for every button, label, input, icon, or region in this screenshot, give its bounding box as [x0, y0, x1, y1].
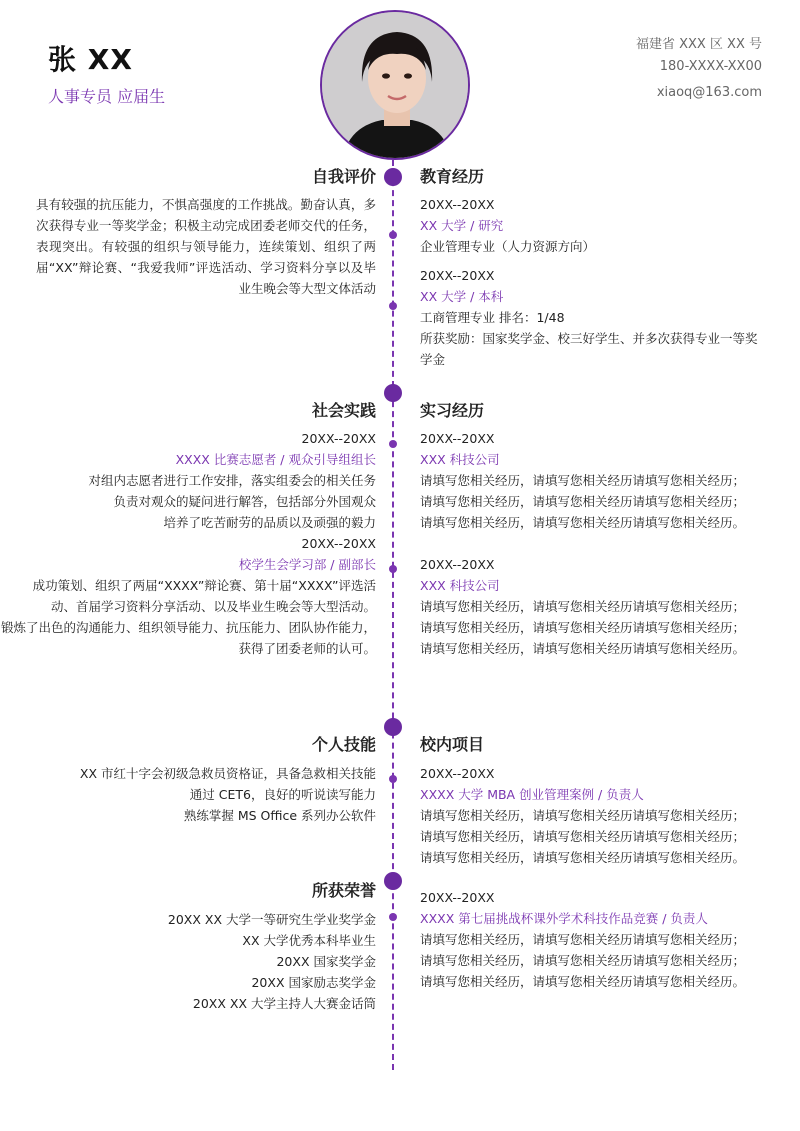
- project-line: 请填写您相关经历，请填写您相关经历请填写您相关经历；: [420, 808, 746, 823]
- intern-date: 20XX--20XX: [420, 557, 495, 572]
- profile-photo: [320, 10, 470, 160]
- skill-line: XX 市红十字会初级急救员资格证，具备急救相关技能: [79, 766, 376, 781]
- candidate-name: 张 XX: [48, 43, 133, 76]
- honor-line: XX 大学优秀本科毕业生: [242, 933, 376, 948]
- timeline-small-dot: [389, 231, 397, 239]
- timeline-small-dot: [389, 302, 397, 310]
- timeline-dot: [384, 384, 402, 402]
- intern-line: 请填写您相关经历，请填写您相关经历请填写您相关经历。: [420, 515, 746, 530]
- edu-school: XX 大学 / 研究: [420, 218, 504, 233]
- project-date: 20XX--20XX: [420, 890, 495, 905]
- social-org: 校学生会学习部 / 副部长: [238, 557, 376, 572]
- skill-line: 熟练掌握 MS Office 系列办公软件: [183, 808, 376, 823]
- timeline-small-dot: [389, 440, 397, 448]
- intern-line: 请填写您相关经历，请填写您相关经历请填写您相关经历；: [420, 473, 746, 488]
- section-title-honors: 所获荣誉: [311, 881, 376, 900]
- project-line: 请填写您相关经历，请填写您相关经历请填写您相关经历。: [420, 850, 746, 865]
- edu-date: 20XX--20XX: [420, 268, 495, 283]
- social-line: 获得了团委老师的认可。: [238, 641, 376, 656]
- self-eval-text: 具有较强的抗压能力，不惧高强度的工作挑战。勤奋认真，多次获得专业一等奖学金；积极主动完成团委老师交代的任务，表现突出。有较强的组织与领导能力，连续策划、组织了两届“XX”辩论赛、“我爱我师”评选活动、学习资料分享以及毕业生晚会等大型文体活动: [36, 197, 376, 296]
- intern-line: 请填写您相关经历，请填写您相关经历请填写您相关经历；: [420, 620, 746, 635]
- phone: 180-XXXX-XX00: [659, 59, 762, 74]
- project-line: 请填写您相关经历，请填写您相关经历请填写您相关经历；: [420, 953, 746, 968]
- skill-line: 通过 CET6，良好的听说读写能力: [189, 787, 376, 802]
- intern-line: 请填写您相关经历，请填写您相关经历请填写您相关经历。: [420, 641, 746, 656]
- social-date: 20XX--20XX: [301, 536, 376, 551]
- honor-line: 20XX 国家励志奖学金: [251, 975, 376, 990]
- honor-line: 20XX XX 大学主持人大赛金话筒: [192, 996, 376, 1011]
- project-line: 请填写您相关经历，请填写您相关经历请填写您相关经历。: [420, 974, 746, 989]
- social-line: 对组内志愿者进行工作安排，落实组委会的相关任务: [88, 473, 376, 488]
- edu-school: XX 大学 / 本科: [420, 289, 504, 304]
- section-title-skills: 个人技能: [311, 735, 376, 754]
- timeline-small-dot: [389, 775, 397, 783]
- project-date: 20XX--20XX: [420, 766, 495, 781]
- timeline-dot: [384, 168, 402, 186]
- timeline-small-dot: [389, 565, 397, 573]
- section-title-internship: 实习经历: [420, 401, 485, 420]
- social-line: 培养了吃苦耐劳的品质以及顽强的毅力: [163, 515, 376, 530]
- honor-line: 20XX 国家奖学金: [276, 954, 376, 969]
- honor-line: 20XX XX 大学一等研究生学业奖学金: [167, 912, 376, 927]
- social-org: XXXX 比赛志愿者 / 观众引导组组长: [175, 452, 376, 467]
- social-line: 成功策划、组织了两届“XXXX”辩论赛、第十届“XXXX”评选活: [32, 578, 376, 593]
- timeline-dot: [384, 718, 402, 736]
- intern-line: 请填写您相关经历，请填写您相关经历请填写您相关经历；: [420, 494, 746, 509]
- social-line: 动、首届学习资料分享活动、以及毕业生晚会等大型活动。: [50, 599, 376, 614]
- email: xiaoq@163.com: [656, 85, 762, 100]
- job-title: 人事专员 应届生: [48, 87, 166, 106]
- edu-awards: 所获奖励：国家奖学金、校三好学生、并多次获得专业一等奖学金: [420, 331, 758, 367]
- edu-major: 工商管理专业 排名：1/48: [420, 310, 565, 325]
- timeline-line: [392, 160, 394, 1070]
- edu-major: 企业管理专业（人力资源方向）: [420, 239, 596, 254]
- project-line: 请填写您相关经历，请填写您相关经历请填写您相关经历；: [420, 829, 746, 844]
- section-title-self-eval: 自我评价: [311, 167, 376, 186]
- address: 福建省 XXX 区 XX 号: [635, 37, 762, 52]
- section-title-social: 社会实践: [311, 401, 376, 420]
- timeline-dot: [384, 872, 402, 890]
- timeline-small-dot: [389, 913, 397, 921]
- section-title-education: 教育经历: [420, 167, 485, 186]
- intern-date: 20XX--20XX: [420, 431, 495, 446]
- project-line: 请填写您相关经历，请填写您相关经历请填写您相关经历；: [420, 932, 746, 947]
- social-line: 锻炼了出色的沟通能力、组织领导能力、抗压能力、团队协作能力，: [0, 620, 376, 635]
- project-name: XXXX 大学 MBA 创业管理案例 / 负责人: [420, 787, 644, 802]
- project-name: XXXX 第七届挑战杯课外学术科技作品竞赛 / 负责人: [420, 911, 708, 926]
- social-date: 20XX--20XX: [301, 431, 376, 446]
- social-line: 负责对观众的疑问进行解答，包括部分外国观众: [113, 494, 376, 509]
- section-title-projects: 校内项目: [420, 735, 485, 754]
- intern-company: XXX 科技公司: [420, 578, 500, 593]
- intern-line: 请填写您相关经历，请填写您相关经历请填写您相关经历；: [420, 599, 746, 614]
- intern-company: XXX 科技公司: [420, 452, 500, 467]
- edu-date: 20XX--20XX: [420, 197, 495, 212]
